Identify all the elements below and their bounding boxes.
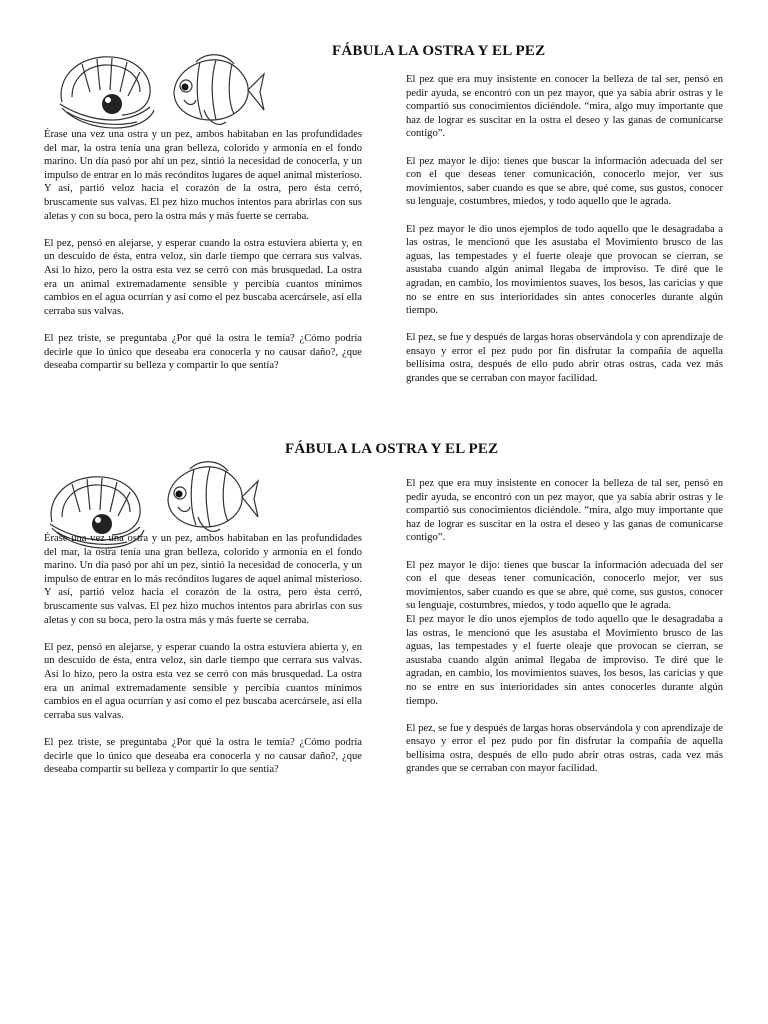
paragraph: El pez triste, se preguntaba ¿Por qué la ostra le temía? ¿Cómo podría decirle que lo único que deseaba era conocerla y no causar daño?, ¿que deseaba compartir su belleza y compartir lo que sentía? xyxy=(44,736,362,776)
paragraph: El pez mayor le dijo: tienes que buscar la información adecuada del ser con el que deseas tener comunicación, conocerlo mejor, ver sus movimientos, saber cuando es que se abre, qué come, sus gustos, conocer su lenguaje, costumbres, miedos, y todo aquello que le agrada. xyxy=(406,559,723,612)
paragraph: El pez mayor le dio unos ejemplos de todo aquello que le desagradaba a las ostras, le mencionó que les asustaba el Movimiento brusco de las aguas, las tempestades y el fuerte oleaje que provocan se cierran, se asustaba cuando algún animal llegaba de improviso. Te diré que le agradan, en cambio, los movimientos suaves, los besos, las caricias y que no se entre en sus interioridades sin antes conocerles durante algún tiempo. xyxy=(406,613,723,707)
fable-title: FÁBULA LA OSTRA Y EL PEZ xyxy=(332,43,546,59)
right-column xyxy=(406,477,723,790)
fable-copy-1 xyxy=(0,0,768,400)
fish-illustration xyxy=(156,50,266,130)
fish-illustration xyxy=(150,457,260,537)
paragraph: El pez, pensó en alejarse, y esperar cuando la ostra estuviera abierta y, en un descuido de ésta, entra veloz, sin darle tiempo que cerrara sus valvas. Así lo hizo, pero la ostra esta vez se cerró con más brusquedad. La ostra era un animal extremadamente sensible y percibía cuantos mínimos cambios en el agua ocurrían y así como el pez buscaba acercársele, así ella cerraba sus valvas. xyxy=(44,237,362,317)
paragraph: El pez mayor le dijo: tienes que buscar la información adecuada del ser con el que deseas tener comunicación, conocerlo mejor, ver sus movimientos, saber cuando es que se abre, qué come, sus gustos, conocer su lenguaje, costumbres, miedos, y todo aquello que le agrada. xyxy=(406,155,723,208)
right-column xyxy=(406,73,723,399)
paragraph: El pez triste, se preguntaba ¿Por qué la ostra le temía? ¿Cómo podría decirle que lo único que deseaba era conocerla y no causar daño?, ¿que deseaba compartir su belleza y compartir lo que sentía? xyxy=(44,332,362,372)
left-column xyxy=(44,532,362,790)
paragraph: El pez, se fue y después de largas horas observándola y con aprendizaje de ensayo y error el pez pudo por fin disfrutar la compañía de aquella bellísima ostra, después de ello pudo abrir otras ostras, cada vez más grandes que se cerraban con mayor facilidad. xyxy=(406,332,723,385)
paragraph: Érase una vez una ostra y un pez, ambos habitaban en las profundidades del mar, la ostra tenía una gran belleza, colorido y armonía en el fondo marino. Un día pasó por ahí un pez, sintió la necesidad de conocerla, y un impulso de entrar en lo más recónditos lugares de aquel animal misterioso. Y así, partió veloz hacia el corazón de la ostra, pero ésta cerró, bruscamente sus valvas. El pez hizo muchos intentos para abrirlas con sus aletas y con su boca, pero la ostra más y más fuerte se cerraba. xyxy=(44,533,362,626)
paragraph: El pez, se fue y después de largas horas observándola y con aprendizaje de ensayo y error el pez pudo por fin disfrutar la compañía de aquella bellísima ostra, después de ello pudo abrir otras ostras, cada vez más grandes que se cerraban con mayor facilidad. xyxy=(406,722,723,775)
left-column xyxy=(44,128,362,386)
fable-copy-2 xyxy=(0,432,768,832)
paragraph: El pez que era muy insistente en conocer la belleza de tal ser, pensó en pedir ayuda, se encontró con un pez mayor, que ya sabía abrir ostras y le compartió sus conocimientos diciéndole. “mira, algo muy importante que haz de lograr es suscitar en la ostra el deseo y las ganas de comunicarse contigo”. xyxy=(406,74,723,140)
paragraph: El pez, pensó en alejarse, y esperar cuando la ostra estuviera abierta y, en un descuido de ésta, entra veloz, sin darle tiempo que cerrara sus valvas. Así lo hizo, pero la ostra esta vez se cerró con más brusquedad. La ostra era un animal extremadamente sensible y percibía cuantos mínimos cambios en el agua ocurrían y así como el pez buscaba acercársele, así ella cerraba sus valvas. xyxy=(44,641,362,721)
fable-title: FÁBULA LA OSTRA Y EL PEZ xyxy=(285,441,499,457)
paragraph: El pez que era muy insistente en conocer la belleza de tal ser, pensó en pedir ayuda, se encontró con un pez mayor, que ya sabía abrir ostras y le compartió sus conocimientos diciéndole. “mira, algo muy importante que haz de lograr es suscitar en la ostra el deseo y las ganas de comunicarse contigo”. xyxy=(406,478,723,544)
paragraph: El pez mayor le dio unos ejemplos de todo aquello que le desagradaba a las ostras, le mencionó que les asustaba el Movimiento brusco de las aguas, las tempestades y el fuerte oleaje que provocan se cierran, se asustaba cuando algún animal llegaba de improviso. Te diré que le agradan, en cambio, los movimientos suaves, los besos, las caricias y que no se entre en sus interioridades sin antes conocerles durante algún tiempo. xyxy=(406,223,723,317)
paragraph: Érase una vez una ostra y un pez, ambos habitaban en las profundidades del mar, la ostra tenía una gran belleza, colorido y armonía en el fondo marino. Un día pasó por ahí un pez, sintió la necesidad de conocerla, y un impulso de entrar en lo más recónditos lugares de aquel animal misterioso. Y así, partió veloz hacia el corazón de la ostra, pero ésta cerró, bruscamente sus valvas. El pez hizo muchos intentos para abrirlas con sus aletas y con su boca, pero la ostra más y más fuerte se cerraba. xyxy=(44,129,362,222)
oyster-illustration xyxy=(52,52,162,132)
